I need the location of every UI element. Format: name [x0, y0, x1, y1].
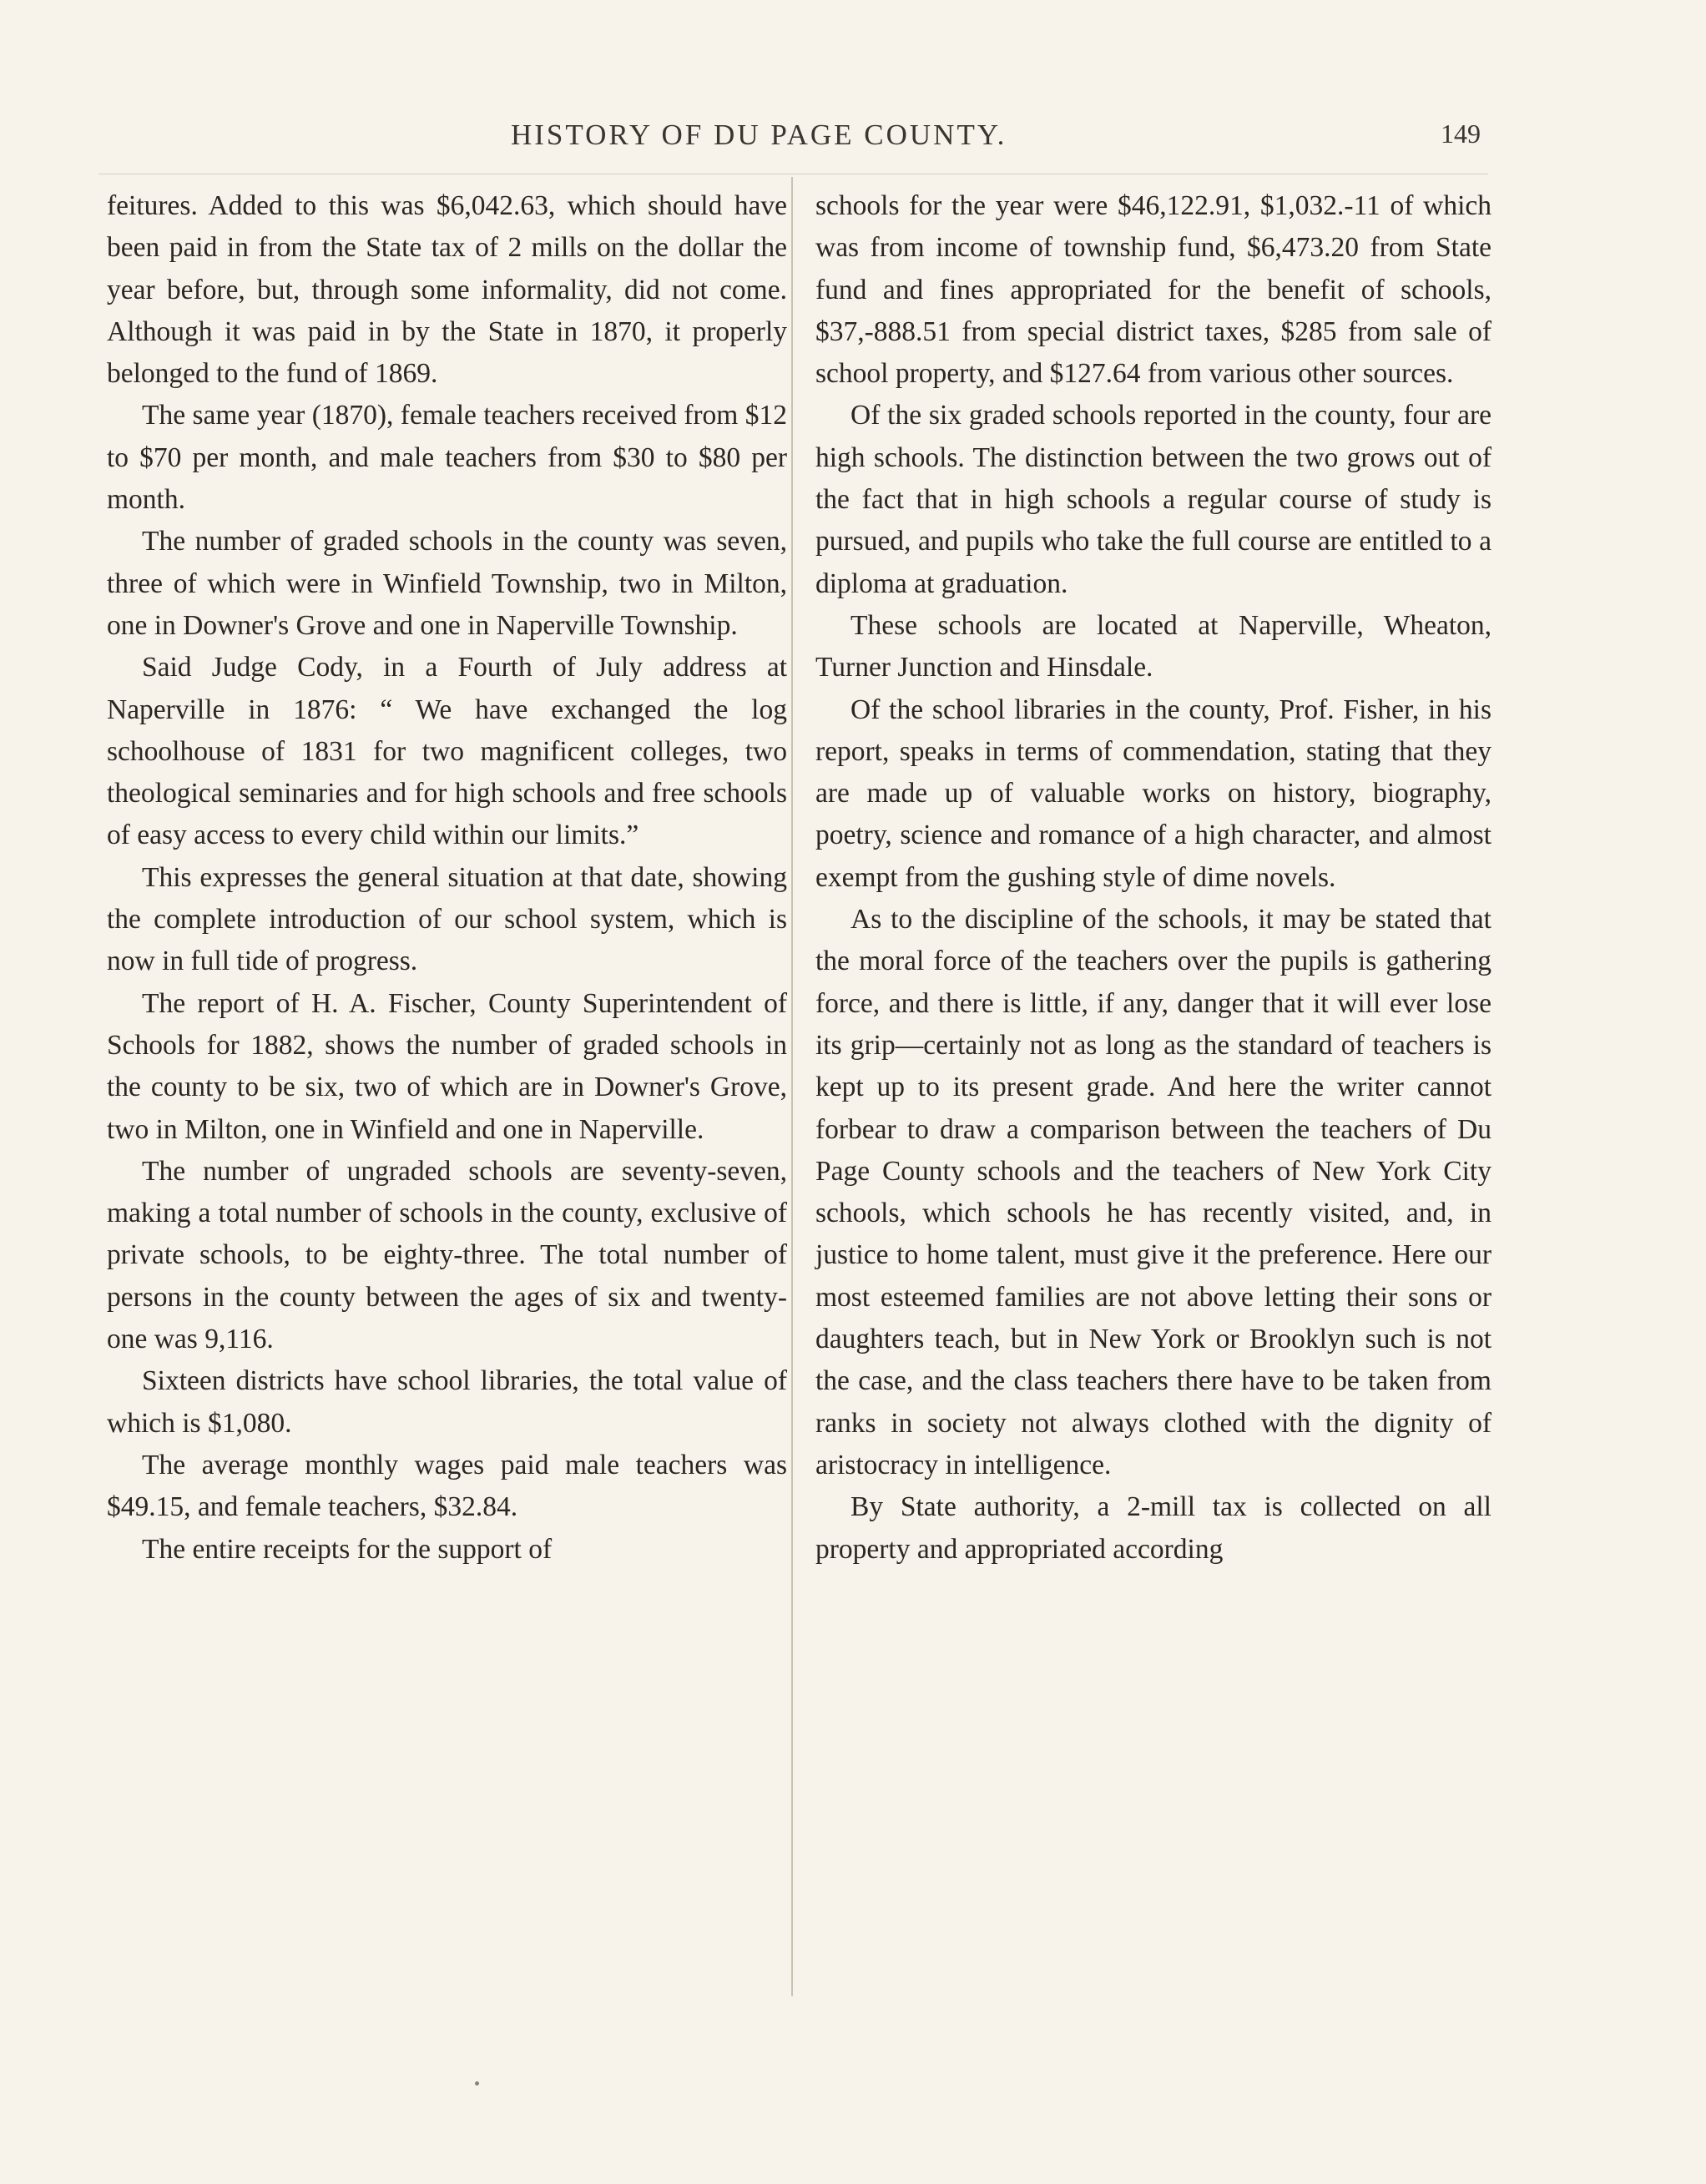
paragraph: Sixteen districts have school libraries, the total value of which is $1,080.	[107, 1365, 787, 1439]
left-column	[107, 185, 787, 1571]
paragraph: The same year (1870), female teachers received from $12 to $70 per month, and male teachers from $30 to $80 per month.	[107, 400, 787, 516]
paragraph: feitures. Added to this was $6,042.63, which should have been paid in from the State tax of 2 mills on the dollar the year before, but, through some informality, did not come. Although it was paid in by the State in 1870, it properly belonged to the fund of 1869.	[107, 190, 787, 390]
paragraph: The number of ungraded schools are seventy-seven, making a total number of schools in the county, exclusive of private schools, to be eighty-three. The total number of persons in the county between the ages of six and twenty-one was 9,116.	[107, 1155, 787, 1355]
paragraph: As to the discipline of the schools, it may be stated that the moral force of the teachers over the pupils is gathering force, and there is little, if any, danger that it will ever lose its grip—certainly not as long as the standard of teachers is kept up to its present grade. And here the writer cannot forbear to draw a comparison between the teachers of Du Page County schools and the teachers of New York City schools, which schools he has recently visited, and, in justice to home talent, must give it the preference. Here our most esteemed families are not above letting their sons or daughters teach, but in New York or Brooklyn such is not the case, and the class teachers there have to be taken from ranks in society not always clothed with the dignity of aristocracy in intelligence.	[815, 904, 1491, 1480]
running-header	[0, 119, 1706, 162]
paragraph: Said Judge Cody, in a Fourth of July address at Naperville in 1876: “ We have exchanged the log schoolhouse of 1831 for two magnificent colleges, two theological seminaries and for high schools and free schools of easy access to every child within our limits.”	[107, 652, 787, 851]
column-divider	[791, 177, 793, 1996]
paragraph: The report of H. A. Fischer, County Superintendent of Schools for 1882, shows the number of graded schools in the county to be six, two of which are in Downer's Grove, two in Milton, one in Winfield and one in Naperville.	[107, 987, 787, 1145]
paragraph: This expresses the general situation at that date, showing the complete introduction of our school system, which is now in full tide of progress.	[107, 861, 787, 977]
paragraph: Of the school libraries in the county, Prof. Fisher, in his report, speaks in terms of commendation, stating that they are made up of valuable works on history, biography, poetry, science and romance of a high character, and almost exempt from the gushing style of dime novels.	[815, 694, 1491, 893]
right-column	[815, 185, 1491, 1571]
paper-speck	[475, 2081, 479, 2086]
page-number: 149	[1441, 119, 1481, 149]
paragraph: schools for the year were $46,122.91, $1,032.-11 of which was from income of township fund, $6,473.20 from State fund and fines appropriated for the benefit of schools, $37,-888.51 from special district taxes, $285 from sale of school property, and $127.64 from various other sources.	[815, 190, 1491, 390]
running-title: HISTORY OF DU PAGE COUNTY.	[511, 119, 1007, 151]
paragraph: These schools are located at Naperville, Wheaton, Turner Junction and Hinsdale.	[815, 609, 1491, 683]
paragraph: The average monthly wages paid male teachers was $49.15, and female teachers, $32.84.	[107, 1449, 787, 1523]
paragraph: The entire receipts for the support of	[142, 1533, 553, 1565]
paragraph: Of the six graded schools reported in the county, four are high schools. The distinction between the two grows out of the fact that in high schools a regular course of study is pursued, and pupils who take the full course are entitled to a diploma at graduation.	[815, 400, 1491, 599]
paragraph: By State authority, a 2-mill tax is collected on all property and appropriated according	[815, 1491, 1491, 1565]
paragraph: The number of graded schools in the county was seven, three of which were in Winfield Township, two in Milton, one in Downer's Grove and one in Naperville Township.	[107, 526, 787, 641]
